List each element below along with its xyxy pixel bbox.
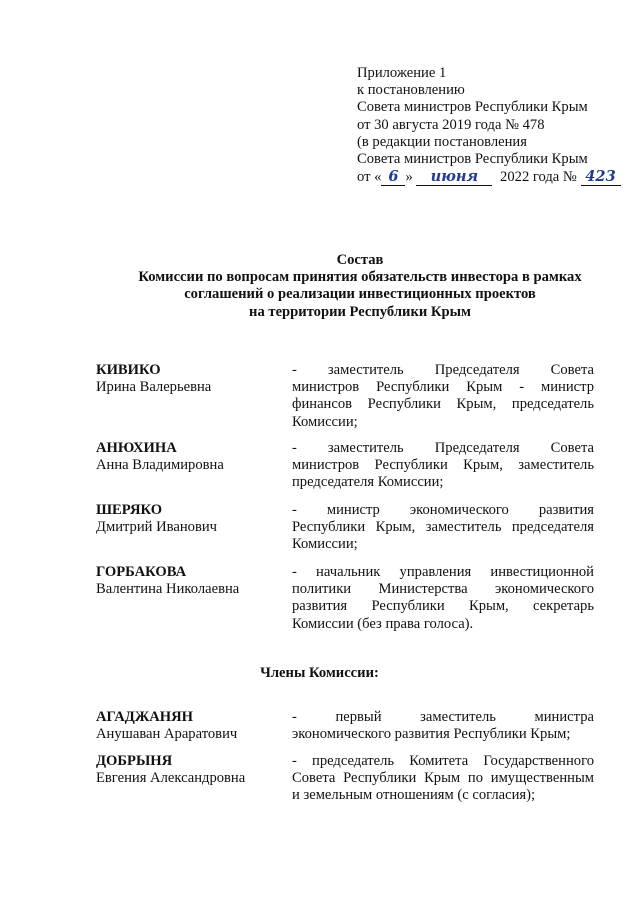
annex-date-line [357, 168, 627, 186]
person-role [292, 709, 594, 743]
role-line: и земельным отношениям (с согласия); [292, 787, 536, 804]
role-line: развития Республики Крым, секретарь [292, 598, 594, 615]
role-line: - министр экономического развития [292, 502, 594, 518]
person-role [292, 753, 594, 805]
title-line: на территории Республики Крым [249, 303, 471, 320]
person-given-name: Анушаван Араратович [96, 726, 238, 743]
handwritten-day: 6 [381, 168, 405, 186]
annex-line: от 30 августа 2019 года № 478 [357, 116, 545, 133]
person-name [96, 753, 286, 787]
person-given-name: Анна Владимировна [96, 457, 224, 474]
title-heading: Состав [336, 252, 384, 268]
role-line: политики Министерства экономического [292, 581, 594, 598]
handwritten-number: 423 [581, 168, 621, 186]
person-surname: КИВИКО [96, 362, 161, 378]
role-line: экономического развития Республики Крым; [292, 726, 571, 743]
role-line: - заместитель Председателя Совета [292, 440, 594, 456]
annex-line: к постановлению [357, 82, 465, 99]
role-line: министров Республики Крым - министр [292, 379, 594, 396]
person-name [96, 564, 286, 598]
annex-block [357, 65, 627, 186]
date-prefix: от « [357, 169, 382, 186]
person-surname: АГАДЖАНЯН [96, 709, 194, 725]
person-name [96, 502, 286, 536]
role-line: министров Республики Крым, заместитель [292, 457, 594, 474]
members-heading: Члены Комиссии: [260, 665, 379, 681]
role-line: Комиссии; [292, 536, 358, 553]
person-role [292, 362, 594, 431]
annex-line: Совета министров Республики Крым [357, 99, 588, 116]
annex-line: (в редакции постановления [357, 133, 527, 150]
person-given-name: Ирина Валерьевна [96, 379, 212, 396]
person-role [292, 502, 594, 554]
date-year: 2022 года № [500, 169, 577, 186]
person-surname: ШЕРЯКО [96, 502, 163, 518]
title-line: Комиссии по вопросам принятия обязательств инвестора в рамках [138, 269, 582, 286]
person-name [96, 440, 286, 474]
annex-line: Совета министров Республики Крым [357, 151, 588, 168]
role-line: - первый заместитель министра [292, 709, 594, 725]
person-given-name: Валентина Николаевна [96, 581, 240, 598]
person-name [96, 709, 286, 743]
role-line: - начальник управления инвестиционной [292, 564, 594, 580]
person-surname: ДОБРЫНЯ [96, 753, 173, 769]
person-name [96, 362, 286, 396]
document-title [60, 252, 639, 321]
role-line: финансов Республики Крым, председатель [292, 396, 594, 413]
person-surname: АНЮХИНА [96, 440, 177, 456]
role-line: Комиссии; [292, 413, 358, 430]
role-line: - заместитель Председателя Совета [292, 362, 594, 378]
date-mid: » [405, 169, 413, 186]
role-line: председателя Комиссии; [292, 474, 444, 491]
person-role [292, 440, 594, 492]
role-line: Комиссии (без права голоса). [292, 615, 474, 632]
role-line: Республики Крым, заместитель председателя [292, 519, 594, 536]
person-surname: ГОРБАКОВА [96, 564, 187, 580]
annex-line: Приложение 1 [357, 65, 447, 81]
person-given-name: Дмитрий Иванович [96, 519, 217, 536]
person-given-name: Евгения Александровна [96, 770, 246, 787]
handwritten-month: июня [416, 168, 492, 186]
title-line: соглашений о реализации инвестиционных проектов [184, 286, 536, 303]
person-role [292, 564, 594, 633]
role-line: - председатель Комитета Государственного [292, 753, 594, 769]
role-line: Совета Республики Крым по имущественным [292, 770, 594, 787]
